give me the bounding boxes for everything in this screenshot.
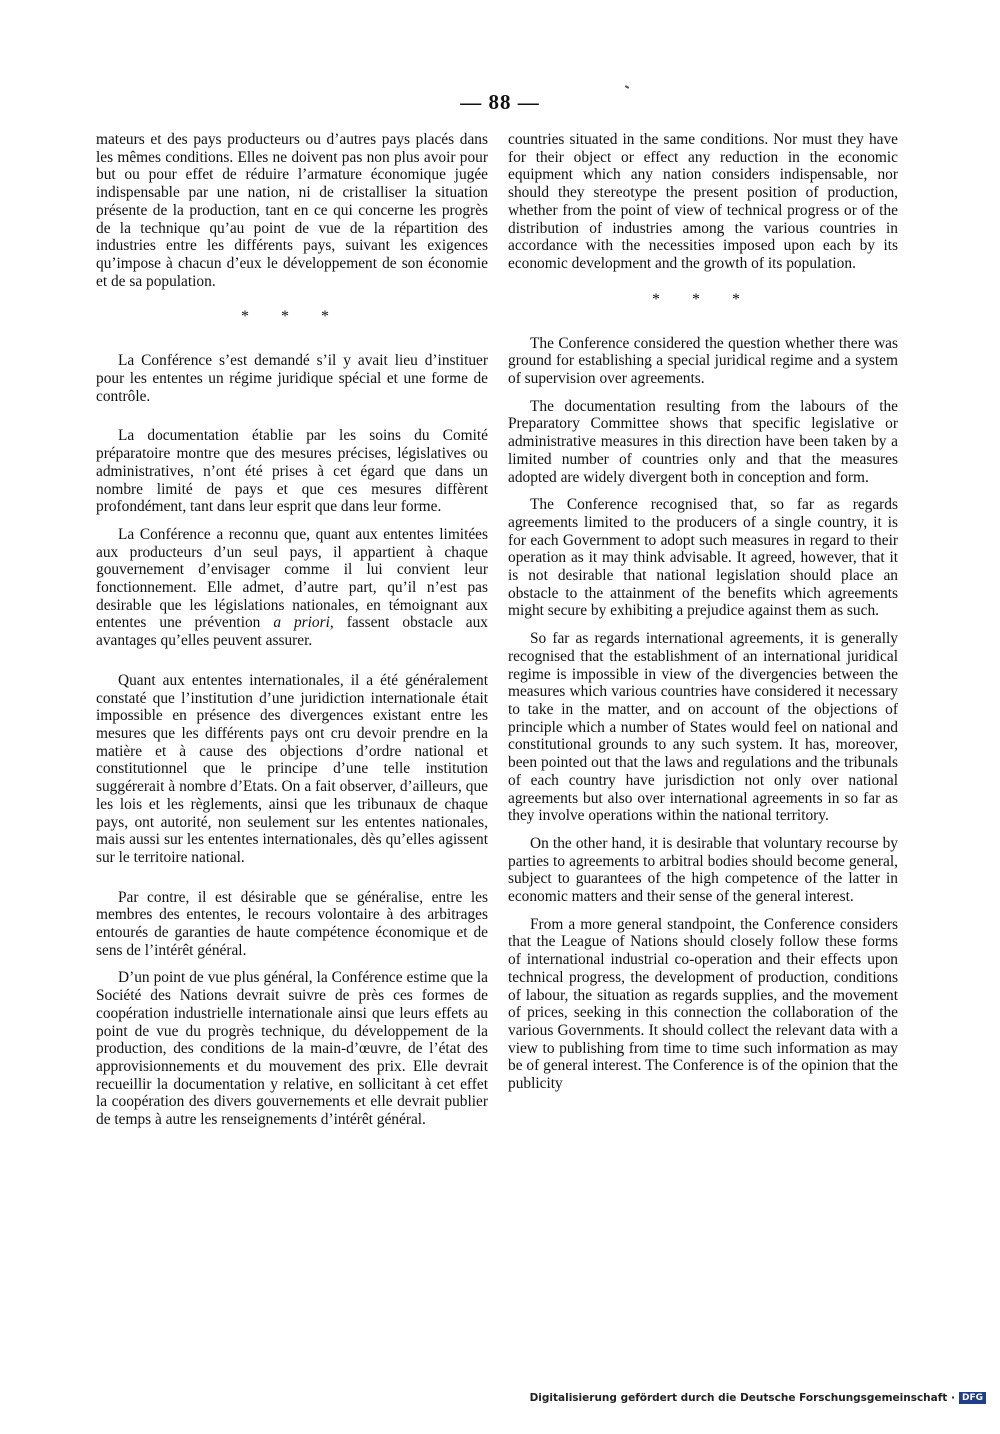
french-paragraph-3 <box>96 526 488 650</box>
dfg-logo: DFG <box>959 1392 986 1404</box>
english-paragraph-6: From a more general standpoint, the Conference considers that the League of Nations should closely follow these forms of international industrial co-operation and their effects upon technical progress, the development of production, conditions of labour, the situation as regards supplies, and the movement of prices, seeking in this connection the collaboration of the various Governments. It should collect the relevant data with a view to publishing from time to time such information as may be of general interest. The Conference is of the opinion that the publicity <box>508 915 898 1093</box>
french-paragraph-3-text-b: fassent obstacle aux avantages qu’elles peuvent assurer. <box>96 614 488 650</box>
digitization-credit <box>530 1392 986 1404</box>
english-paragraph-4: So far as regards international agreements, it is generally recognised that the establishment of an international juridical regime is impossible in view of the divergencies between the measures which various countries have considered it necessary to take in the matter, and on account of the objections of principle which a number of States would feel on national and constitutional grounds to any such system. It has, moreover, been pointed out that the laws and regulations and the tribunals of each country have jurisdiction not only over national agreements but also over international agreements in so far as they involve operations within the national territory. <box>508 630 898 825</box>
french-paragraph-1: La Conférence s’est demandé s’il y avait lieu d’instituer pour les ententes un régime juridique spécial et une forme de contrôle. <box>96 352 488 405</box>
page-number: — 88 — <box>460 90 540 114</box>
french-paragraph-5: Par contre, il est désirable que se généralise, entre les membres des ententes, le recours volontaire à des arbitrages entourés de garanties de haute compétence économique et de sens de l’intérêt général. <box>96 888 488 959</box>
english-paragraph-3: The Conference recognised that, so far as regards agreements limited to the producers of a single country, it is for each Government to adopt such measures in regard to their operation as it may think advisable. It agreed, however, that it is not desirable that national legislation should place an obstacle to the attainment of the benefits which agreements might secure by exhibiting a prejudice against them as such. <box>508 496 898 620</box>
french-paragraph-6: D’un point de vue plus général, la Conférence estime que la Société des Nations devrait suivre de près ces formes de coopération industrielle internationale ainsi que leurs effets au point de vue du progrès technique, du développement de la production, des conditions de la main-d’œuvre, de l’état des approvisionnements et du mouvement des prix. Elle devrait recueillir la documentation y relative, en sollicitant à cet effet la coopération des divers gouvernements et elle devrait publier de temps à autre les renseignements d’intérêt général. <box>96 969 488 1129</box>
digitization-credit-text: Digitalisierung gefördert durch die Deutsche Forschungsgemeinschaft · <box>529 1392 955 1404</box>
scan-speck <box>625 85 629 89</box>
french-paragraph-3-text-a: La Conférence a reconnu que, quant aux ententes limitées aux producteurs d’un seul pays, il appartient à chaque gouvernement d’envisager comme il lui convient leur fonctionnement. Elle admet, d’autre part, qu’il n’est pas desirable que les législations nationales, en témoignant aux ententes une prévention <box>96 525 488 632</box>
french-column <box>96 131 488 1129</box>
english-column <box>508 131 898 1093</box>
french-section-divider: * * * <box>241 308 343 326</box>
english-paragraph-5: On the other hand, it is desirable that voluntary recourse by parties to agreements to arbitral bodies should become general, subject to guarantees of the high competence of the latter in economic matters and their sense of the general interest. <box>508 834 898 906</box>
english-paragraph-2: The documentation resulting from the labours of the Preparatory Committee shows that specific legislative or administrative measures in this direction have been taken by a limited number of countries only and that the measures adopted are widely divergent both in conception and form. <box>508 397 898 486</box>
english-paragraph-0: countries situated in the same conditions. Nor must they have for their object or effect any reduction in the economic equipment which any nation considers indispensable, nor should they stereotype the present position of production, whether from the point of view of technical progress or of the distribution of industries among the various countries in accordance with the necessities imposed upon each by its economic development and the growth of its population. <box>508 131 898 272</box>
french-paragraph-0: mateurs et des pays producteurs ou d’autres pays placés dans les mêmes conditions. Elles ne doivent pas non plus avoir pour but ou pour effet de réduire l’armature économique jugée indispensable par une nation, ni de cristalliser la situation présente de la production, tant en ce qui concerne les progrès de la technique qu’au point de vue de la répartition des industries entre les différents pays, suivant les exigences qu’impose à chacun d’eux le développement de son économie et de sa population. <box>96 131 488 290</box>
english-paragraph-1: The Conference considered the question whether there was ground for establishing a special juridical regime and a system of supervision over agreements. <box>508 334 898 388</box>
french-paragraph-2: La documentation établie par les soins du Comité préparatoire montre que des mesures précises, législatives ou administratives, n’ont été prises à cet égard que dans un nombre limité de pays et que ces mesures diffèrent profondément, tant dans leur esprit que dans leur forme. <box>96 427 488 516</box>
french-paragraph-3-italic: a priori, <box>273 614 334 632</box>
english-section-divider: * * * <box>652 290 754 308</box>
french-paragraph-4: Quant aux ententes internationales, il a été généralement constaté que l’institution d’une juridiction internationale était impossible en présence des divergences existant entre les mesures que les différents pays ont cru devoir prendre en la matière et à cause des objections d’ordre national et constitutionnel que le principe d’une telle institution suggérerait à nombre d’Etats. On a fait observer, d’ailleurs, que les lois et les règlements, ainsi que les tribunaux de chaque pays, ont autorité, non seulement sur les ententes nationales, mais aussi sur les ententes internationales, dès qu’elles agissent sur le territoire national. <box>96 671 488 866</box>
